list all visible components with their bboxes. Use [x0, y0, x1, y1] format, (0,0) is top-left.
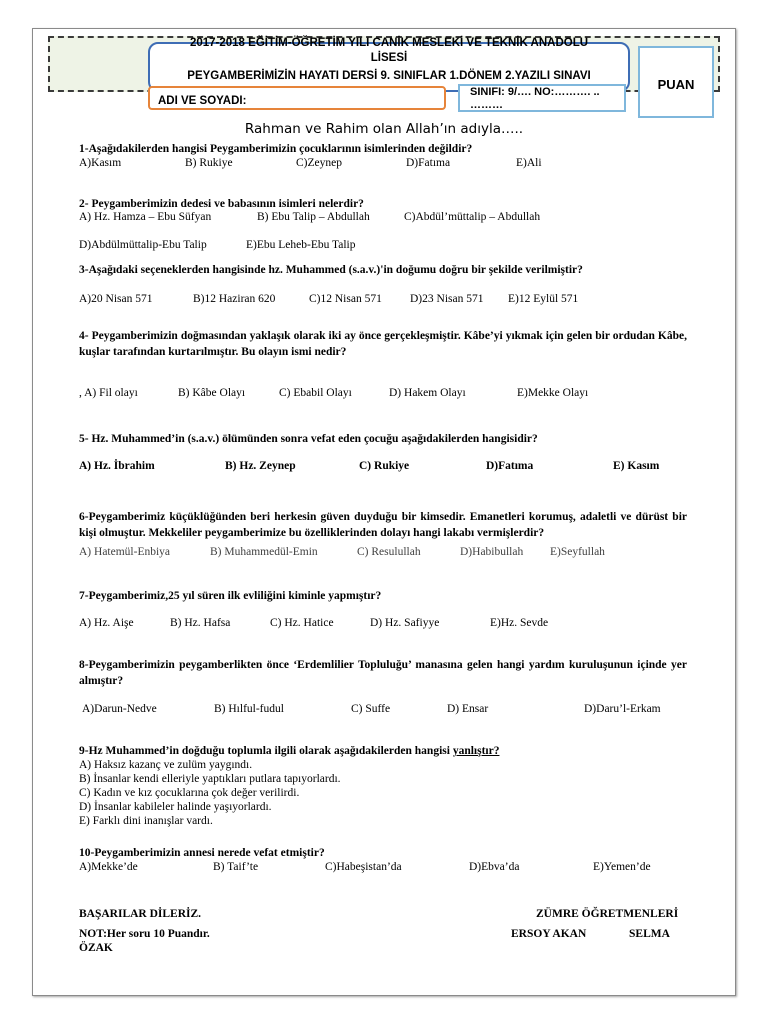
- q10-option-a[interactable]: A)Mekke’de: [79, 861, 138, 873]
- q5-option-b[interactable]: B) Hz. Zeynep: [225, 460, 296, 472]
- score-label: PUAN: [657, 77, 695, 92]
- q5-option-e[interactable]: E) Kasım: [613, 460, 660, 472]
- footer-teachers-title: ZÜMRE ÖĞRETMENLERİ: [536, 908, 679, 920]
- q9-option-b[interactable]: B) İnsanlar kendi elleriyle yaptıkları putlara tapıyorlardı.: [79, 773, 341, 785]
- q8-option-c[interactable]: C) Suffe: [351, 703, 391, 715]
- q10-option-b[interactable]: B) Taif’te: [213, 861, 259, 873]
- q5-option-a[interactable]: A) Hz. İbrahim: [79, 460, 155, 472]
- question-9: [79, 743, 687, 759]
- score-box[interactable]: [638, 46, 714, 118]
- q3-option-b[interactable]: B)12 Haziran 620: [193, 293, 276, 305]
- q5-option-c[interactable]: C) Rukiye: [359, 460, 410, 472]
- q2-option-d[interactable]: D)Abdülmüttalip-Ebu Talip: [79, 239, 207, 251]
- q1-option-d[interactable]: D)Fatıma: [406, 157, 451, 169]
- class-number-field[interactable]: [458, 84, 626, 112]
- q2-option-e[interactable]: E)Ebu Leheb-Ebu Talip: [246, 239, 356, 251]
- student-name-field[interactable]: [148, 86, 446, 110]
- footer-wish: BAŞARILAR DİLERİZ.: [79, 908, 202, 920]
- q7-option-d[interactable]: D) Hz. Safiyye: [370, 617, 440, 629]
- q2-option-a[interactable]: A) Hz. Hamza – Ebu Süfyan: [79, 211, 212, 223]
- q1-option-a[interactable]: A)Kasım: [79, 157, 122, 169]
- q7-option-e[interactable]: E)Hz. Sevde: [490, 617, 549, 629]
- q8-option-e[interactable]: D)Daru’l-Erkam: [584, 703, 661, 715]
- q10-option-c[interactable]: C)Habeşistan’da: [325, 861, 402, 873]
- q10-option-e[interactable]: E)Yemen’de: [593, 861, 651, 873]
- question-5: 5- Hz. Muhammed’in (s.a.v.) ölümünden sonra vefat eden çocuğu aşağıdakilerden hangisidir?: [79, 433, 538, 445]
- q4-option-a[interactable]: , A) Fil olayı: [79, 387, 138, 399]
- question-8: 8-Peygamberimizin peygamberlikten önce ‘Erdemlilier Topluluğu’ manasına gelen hangi yardım kuruluşunun içinde yer almıştır?: [79, 659, 687, 687]
- question-7: 7-Peygamberimiz,25 yıl süren ilk evliliğini kiminle yapmıştır?: [79, 590, 382, 602]
- name-label: ADI VE SOYADI:: [158, 95, 247, 107]
- exam-title: PEYGAMBERİMİZİN HAYATI DERSİ 9. SINIFLAR 1.DÖNEM 2.YAZILI SINAVI: [187, 70, 591, 82]
- class-label: SINIFI: 9/…. NO:………. .. ………: [470, 86, 600, 111]
- question-1: 1-Aşağıdakilerden hangisi Peygamberimizin çocuklarının isimlerinden değildir?: [79, 143, 473, 155]
- q6-option-d[interactable]: D)Habibullah: [460, 546, 524, 558]
- basmala: Rahman ve Rahim olan Allah’ın adıyla…..: [244, 121, 524, 137]
- question-3: 3-Aşağıdaki seçeneklerden hangisinde hz. Muhammed (s.a.v.)'in doğumu doğru bir şekilde verilmiştir?: [79, 264, 583, 276]
- q7-option-c[interactable]: C) Hz. Hatice: [270, 617, 334, 629]
- question-9-underlined: yanlıştır?: [452, 745, 500, 757]
- question-6: 6-Peygamberimiz küçüklüğünden beri herkesin güven duyduğu bir kimsedir. Emanetleri korumuş, adaletli ve dürüst bir kişi olmuştur. Mekkeliler peygamberimize bu özelliklerinden dolayı hangi lakabı vermişlerdir?: [79, 511, 687, 539]
- question-4: 4- Peygamberimizin doğmasından yaklaşık olarak iki ay önce gerçekleşmiştir. Kâbe’yi yıkmak için gelen bir ordudan Kâbe, kuşlar tarafından kurtarılmıştır. Bu olayın ismi nedir?: [79, 330, 687, 358]
- q1-option-e[interactable]: E)Ali: [516, 157, 542, 169]
- q2-option-c[interactable]: C)Abdül’müttalip – Abdullah: [404, 211, 541, 223]
- q7-option-a[interactable]: A) Hz. Aişe: [79, 617, 134, 629]
- footer-teacher-2: SELMA: [629, 928, 670, 940]
- footer-teacher-1: ERSOY AKAN: [511, 928, 587, 940]
- question-2: 2- Peygamberimizin dedesi ve babasının isimleri nelerdir?: [79, 198, 364, 210]
- q8-option-d[interactable]: D) Ensar: [447, 703, 489, 715]
- q3-option-e[interactable]: E)12 Eylül 571: [508, 293, 579, 305]
- q3-option-a[interactable]: A)20 Nisan 571: [79, 293, 153, 305]
- footer-note: NOT:Her soru 10 Puandır.: [79, 928, 210, 940]
- q2-option-b[interactable]: B) Ebu Talip – Abdullah: [257, 211, 370, 223]
- q10-option-d[interactable]: D)Ebva’da: [469, 861, 520, 873]
- q6-option-e[interactable]: E)Seyfullah: [550, 546, 605, 558]
- q6-option-b[interactable]: B) Muhammedül-Emin: [210, 546, 318, 558]
- q9-option-e[interactable]: E) Farklı dini inanışlar vardı.: [79, 815, 213, 827]
- q4-option-c[interactable]: C) Ebabil Olayı: [279, 387, 352, 399]
- q5-option-d[interactable]: D)Fatıma: [486, 460, 534, 472]
- school-name-line1: 2017-2018 EĞİTİM-ÖĞRETİM YILI CANİK MESLEKİ VE TEKNİK ANADOLU: [189, 37, 589, 49]
- q3-option-c[interactable]: C)12 Nisan 571: [309, 293, 382, 305]
- q1-option-c[interactable]: C)Zeynep: [296, 157, 342, 169]
- q4-option-e[interactable]: E)Mekke Olayı: [517, 387, 589, 399]
- q3-option-d[interactable]: D)23 Nisan 571: [410, 293, 484, 305]
- school-name-line2: LİSESİ: [370, 52, 408, 64]
- q9-option-c[interactable]: C) Kadın ve kız çocuklarına çok değer verilirdi.: [79, 787, 300, 799]
- q6-option-c[interactable]: C) Resulullah: [357, 546, 421, 558]
- q1-option-b[interactable]: B) Rukiye: [185, 157, 233, 169]
- question-9-text: 9-Hz Muhammed’in doğduğu toplumla ilgili olarak aşağıdakilerden hangisi: [79, 745, 453, 757]
- q9-option-a[interactable]: A) Haksız kazanç ve zulüm yaygındı.: [79, 759, 253, 771]
- question-10: 10-Peygamberimizin annesi nerede vefat etmiştir?: [79, 847, 325, 859]
- q6-option-a[interactable]: A) Hatemül-Enbiya: [79, 546, 171, 558]
- q8-option-b[interactable]: B) Hılful-fudul: [214, 703, 284, 715]
- q4-option-d[interactable]: D) Hakem Olayı: [389, 387, 466, 399]
- q9-option-d[interactable]: D) İnsanlar kabileler halinde yaşıyorlardı.: [79, 801, 272, 813]
- footer-teacher-2-surname: ÖZAK: [79, 942, 113, 954]
- q9-options: [79, 758, 341, 828]
- q7-option-b[interactable]: B) Hz. Hafsa: [170, 617, 231, 629]
- q8-option-a[interactable]: A)Darun-Nedve: [82, 703, 157, 715]
- q4-option-b[interactable]: B) Kâbe Olayı: [178, 387, 246, 399]
